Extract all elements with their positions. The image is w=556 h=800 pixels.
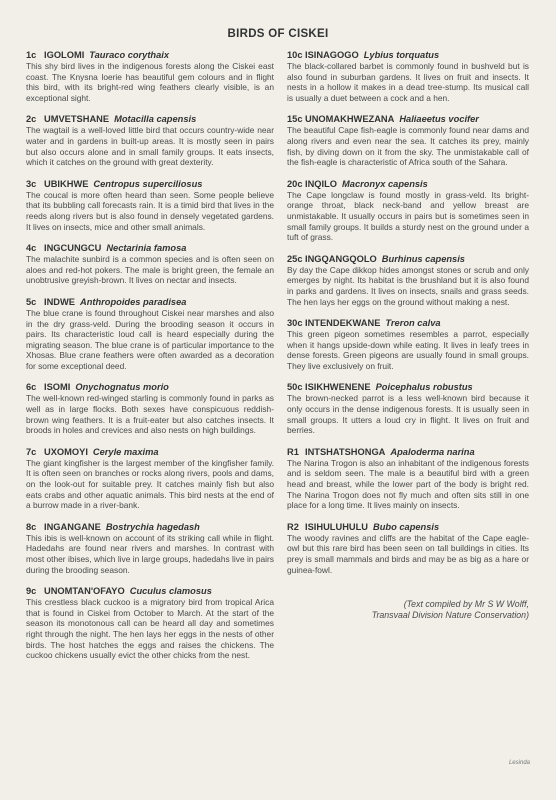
bird-entry xyxy=(26,447,274,511)
bird-description: The giant kingfisher is the largest member of the kingfisher family. It is often seen on branches or rocks along rivers, pools and dams, on the look-out for suitable prey. It catches mainly fish but also eats crabs and other aquatic animals. This bird nests at the end of a burrow made in a river-bank. xyxy=(26,457,274,511)
bird-description: This green pigeon sometimes resembles a parrot, especially when it hangs upside-down while eating. It lives in leafy trees in dense forests. Green pigeons are usually found in small groups. They live exclusively on fruit. xyxy=(287,329,529,371)
stamp-value: 50c xyxy=(287,382,303,393)
bird-description: The coucal is more often heard than seen. Some people believe that its bubbling call forecasts rain. It is a timid bird that lives in the reeds along rivers but is also found in densely vegetated gardens. It lives on insects, mice and other small animals. xyxy=(26,189,274,232)
credit-line-2: Transvaal Division Nature Conservation) xyxy=(371,610,529,621)
stamp-value: 30c xyxy=(287,318,303,329)
scientific-name: Ceryle maxima xyxy=(92,446,159,457)
stamp-value: R1 xyxy=(287,446,299,457)
bird-entry xyxy=(287,254,529,307)
bird-description: By day the Cape dikkop hides amongst stones or scrub and only emerges by night. Its habitat is the brushland but it is also found in parks and gardens. It lives on insects, snails and grass seeds. The hen lays her eggs on the ground without making a nest. xyxy=(287,264,529,307)
scientific-name: Nectarinia famosa xyxy=(106,243,187,254)
bird-entry xyxy=(287,382,529,435)
scientific-name: Anthropoides paradisea xyxy=(80,296,187,307)
xhosa-name: IGOLOMI xyxy=(44,50,85,60)
scientific-name: Motacilla capensis xyxy=(114,114,197,125)
bird-entry xyxy=(287,114,529,167)
scientific-name: Treron calva xyxy=(385,318,441,329)
bird-entry-heading xyxy=(26,586,274,597)
xhosa-name: ISOMI xyxy=(44,382,71,393)
xhosa-name: INDWE xyxy=(44,296,75,307)
bird-entry xyxy=(26,50,274,103)
bird-description: The brown-necked parrot is a less well-known bird because it only occurs in the dense indigenous forests. It is usually seen in small groups. It utters a loud cry in flight. It lives on fruit and berries. xyxy=(287,393,529,436)
bird-entry-heading xyxy=(287,114,529,125)
scientific-name: Apaloderma narina xyxy=(390,446,475,457)
bird-entry-heading xyxy=(287,254,529,265)
right-entries xyxy=(287,50,529,575)
bird-entry-heading xyxy=(26,243,274,254)
bird-entry-heading xyxy=(26,447,274,458)
bird-entry xyxy=(287,447,529,511)
scientific-name: Lybius torquatus xyxy=(363,50,440,60)
xhosa-name: ISIHULUHULU xyxy=(305,521,369,532)
bird-entry xyxy=(26,243,274,286)
bird-entry-heading xyxy=(26,382,274,393)
bird-entry-heading xyxy=(26,50,274,61)
stamp-value: 9c xyxy=(26,586,37,597)
scientific-name: Poicephalus robustus xyxy=(375,382,473,393)
bird-description: This ibis is well-known on account of its striking call while in flight. Hadedahs are found near rivers and marshes. In contrast with most other ibises, which live in large groups, hadedahs live in pairs during the brooding season. xyxy=(26,532,274,575)
scientific-name: Bubo capensis xyxy=(373,521,440,532)
bird-entry-heading xyxy=(287,50,529,61)
credit-note xyxy=(287,599,529,621)
bird-entry xyxy=(287,179,529,243)
stamp-value: 10c xyxy=(287,50,303,60)
bird-entry-heading xyxy=(26,179,274,190)
credit-line-1: (Text compiled by Mr S W Wolff, xyxy=(403,599,529,610)
bird-description: The malachite sunbird is a common species and is often seen on aloes and red-hot pokers. The male is bright green, the female an unobtrusive greyish-brown. It lives on nectar and insects. xyxy=(26,254,274,286)
bird-entry-heading xyxy=(287,522,529,533)
stamp-value: 15c xyxy=(287,114,303,125)
xhosa-name: INTSHATSHONGA xyxy=(305,446,386,457)
stamp-value: 25c xyxy=(287,253,303,264)
bird-entry xyxy=(287,318,529,371)
bird-entry-heading xyxy=(287,382,529,393)
stamp-value: R2 xyxy=(287,521,299,532)
bird-entry xyxy=(26,522,274,575)
bird-description: The Narina Trogon is also an inhabitant of the indigenous forests and is seldom seen. The male is a beautiful bird with a green head and breast, while the lower part of the body is bright red. The Narina Trogon does not fly much and often sits still in one place for a long time. It lives mainly on insects. xyxy=(287,457,529,511)
stamp-value: 1c xyxy=(26,50,37,60)
xhosa-name: INQILO xyxy=(305,178,338,189)
bird-description: The blue crane is found throughout Ciskei near marshes and also in the dry grass-veld. During the brooding season it occurs in pairs. Its characteristic loud call is heard especially during the migrating season. The blue crane is of particular importance to the Xhosas. Blue crane feathers were often awarded as a decoration for some exceptional deed. xyxy=(26,307,274,371)
bird-entry-heading xyxy=(287,318,529,329)
bird-description: The black-collared barbet is commonly found in bushveld but is also found in suburban gardens. It lives on fruit and insects. It nests in a hollow it makes in a dead tree-stump. Its musical call is usually a duet between a cock and a hen. xyxy=(287,61,529,103)
scientific-name: Burhinus capensis xyxy=(381,253,465,264)
stamp-value: 7c xyxy=(26,446,37,457)
xhosa-name: INGCUNGCU xyxy=(44,243,102,254)
stamp-value: 8c xyxy=(26,521,37,532)
xhosa-name: ISINAGOGO xyxy=(305,50,359,60)
stamp-value: 4c xyxy=(26,243,37,254)
bird-description: The woody ravines and cliffs are the habitat of the Cape eagle-owl but this rare bird has been seen on tall buildings in cities. Its prey is small mammals and birds and may be as big as a hare or guinea-fowl. xyxy=(287,532,529,575)
bird-description: The well-known red-winged starling is commonly found in parks as well as in large flocks. Both sexes have conspicuous reddish-brown wing feathers. It is a fruit-eater but also catches insects. It broods in holes and crevices and also nests on high buildings. xyxy=(26,393,274,436)
bird-entry xyxy=(26,297,274,372)
xhosa-name: ISIKHWENENE xyxy=(305,382,371,393)
stamp-value: 3c xyxy=(26,178,37,189)
page-title: BIRDS OF CISKEI xyxy=(227,28,329,40)
xhosa-name: INGQANGQOLO xyxy=(305,253,377,264)
bird-entry xyxy=(26,382,274,435)
xhosa-name: UMVETSHANE xyxy=(44,114,110,125)
bird-description: The beautiful Cape fish-eagle is commonly found near dams and along rivers and even near the sea. It catches its prey, mainly fish, by diving down on it from the sky. The unmistakable call of the fish-eagle is characteristic of Africa south of the Sahara. xyxy=(287,125,529,168)
scientific-name: Centropus superciliosus xyxy=(93,178,203,189)
xhosa-name: UNOMTAN'OFAYO xyxy=(44,586,125,597)
xhosa-name: UBIKHWE xyxy=(44,178,89,189)
artist-signature: Lesinda xyxy=(508,760,530,766)
bird-entry xyxy=(287,522,529,575)
bird-description: This crestless black cuckoo is a migratory bird from tropical Arica that is found in Ciskei from October to March. At the start of the season its monotonous call can be heard all day and sometimes right through the night. The hen lays her eggs in the nests of other birds. The host hatches the eggs and raises the chickens. The cuckoo chickens usually evict the other chicks from the nest. xyxy=(26,597,274,661)
scientific-name: Tauraco corythaix xyxy=(89,50,170,60)
left-column xyxy=(26,50,274,672)
bird-entry-heading xyxy=(26,114,274,125)
bird-entry-heading xyxy=(287,447,529,458)
stamp-value: 20c xyxy=(287,178,303,189)
scientific-name: Macronyx capensis xyxy=(342,178,428,189)
bird-description: The Cape longclaw is found mostly in grass-veld. Its bright-orange throat, black neck-band and yellow breast are unmistakable. It usually occurs in pairs but is sometimes seen in small family groups. It builds a sturdy nest on the ground under a tuft of grass. xyxy=(287,189,529,243)
bird-entry-heading xyxy=(26,522,274,533)
bird-description: The wagtail is a well-loved little bird that occurs country-wide near water and in gardens in built-up areas. It is mostly seen in pairs but also occurs alone and in small family groups. It eats insects, which it catches on the ground with great dexterity. xyxy=(26,125,274,168)
bird-entry xyxy=(287,50,529,103)
xhosa-name: UXOMOYI xyxy=(44,446,88,457)
xhosa-name: UNOMAKHWEZANA xyxy=(305,114,395,125)
scientific-name: Cuculus clamosus xyxy=(129,586,212,597)
bird-entry-heading xyxy=(287,179,529,190)
scientific-name: Haliaeetus vocifer xyxy=(399,114,479,125)
bird-description: This shy bird lives in the indigenous forests along the Ciskei east coast. The Knysna loerie has beautiful gem colours and in flight this bird, with its bright-red wing feathers clearly visible, is an exceptional sight. xyxy=(26,61,274,103)
stamp-value: 5c xyxy=(26,296,37,307)
bird-entry xyxy=(26,586,274,661)
scientific-name: Bostrychia hagedash xyxy=(105,521,200,532)
scientific-name: Onychognatus morio xyxy=(75,382,169,393)
bird-entry xyxy=(26,179,274,232)
stamp-value: 2c xyxy=(26,114,37,125)
xhosa-name: INTENDEKWANE xyxy=(305,318,381,329)
right-column xyxy=(287,50,529,621)
xhosa-name: INGANGANE xyxy=(44,521,101,532)
bird-entry-heading xyxy=(26,297,274,308)
stamp-value: 6c xyxy=(26,382,37,393)
bird-entry xyxy=(26,114,274,167)
